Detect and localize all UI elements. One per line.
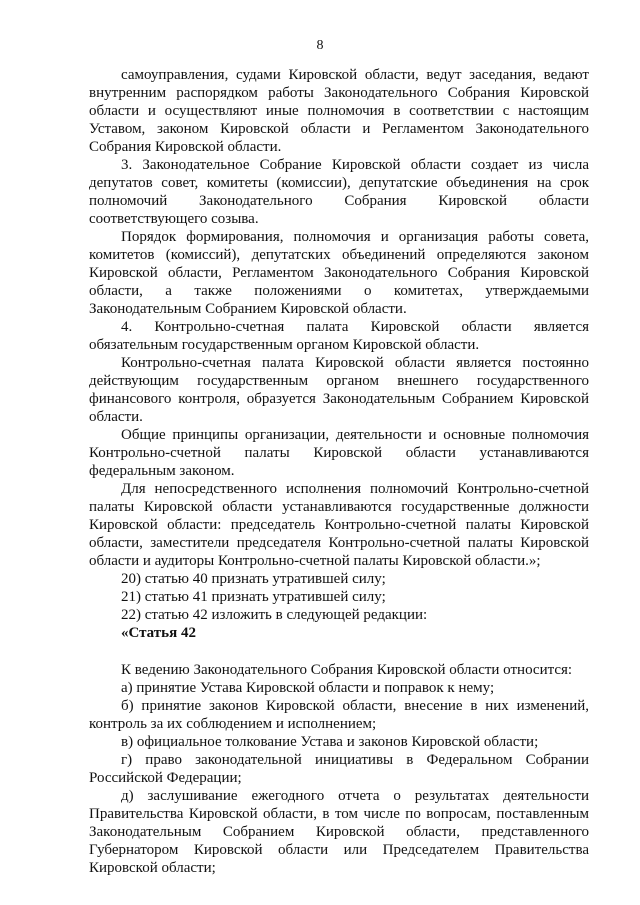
article-item-g: г) право законодательной инициативы в Федеральном Собрании Российской Федерации; <box>89 752 589 786</box>
paragraph-item-3: 3. Законодательное Собрание Кировской области создает из числа депутатов совет, комитеты (комиссии), депутатские объединения на срок полномочий Законодательного Собрания Кировской области соответствующего созыва. <box>89 157 589 227</box>
paragraph: Общие принципы организации, деятельности и основные полномочия Контрольно-счетной палаты Кировской области устанавливаются федеральным законом. <box>89 427 589 479</box>
paragraph-item-4: 4. Контрольно-счетная палата Кировской области является обязательным государственным органом Кировской области. <box>89 319 589 353</box>
amendment-item-22: 22) статью 42 изложить в следующей редакции: <box>121 607 428 623</box>
amendment-item-20: 20) статью 40 признать утратившей силу; <box>121 571 386 587</box>
article-item-a: а) принятие Устава Кировской области и поправок к нему; <box>121 680 495 696</box>
paragraph: Порядок формирования, полномочия и организация работы совета, комитетов (комиссий), депутатских объединений определяются законом Кировской области, Регламентом Законодательного Собрания Кировской области, а также положениями о комитетах, утверждаемыми Законодательным Собранием Кировской области. <box>89 229 589 317</box>
amendment-item-21: 21) статью 41 признать утратившей силу; <box>121 589 386 605</box>
paragraph: Для непосредственного исполнения полномочий Контрольно-счетной палаты Кировской области устанавливаются государственные должности Кировской области: председатель Контрольно-счетной палаты Кировской области, заместители председателя Контрольно-счетной палаты Кировской области и аудиторы Контрольно-счетной палаты Кировской области.»; <box>89 481 589 569</box>
article-heading: «Статья 42 <box>121 625 196 641</box>
paragraph: Контрольно-счетная палата Кировской области является постоянно действующим государственным органом внешнего государственного финансового контроля, образуется Законодательным Собранием Кировской области. <box>89 355 589 425</box>
document-body <box>89 66 589 877</box>
article-intro: К ведению Законодательного Собрания Кировской области относится: <box>121 662 573 678</box>
paragraph-continuation: самоуправления, судами Кировской области, ведут заседания, ведают внутренним распорядком работы Законодательного Собрания Кировской области и осуществляют иные полномочия в соответствии с настоящим Уставом, законом Кировской области и Регламентом Законодательного Собрания Кировской области. <box>89 67 589 155</box>
page-number: 8 <box>316 38 324 53</box>
article-item-d: д) заслушивание ежегодного отчета о результатах деятельности Правительства Кировской области, в том числе по вопросам, поставленным Законодательным Собранием Кировской области, представленного Губернатором Кировской области или Председателем Правительства Кировской области; <box>89 788 589 876</box>
article-item-v: в) официальное толкование Устава и законов Кировской области; <box>121 734 539 750</box>
article-item-b: б) принятие законов Кировской области, внесение в них изменений, контроль за их соблюдением и исполнением; <box>89 698 589 732</box>
